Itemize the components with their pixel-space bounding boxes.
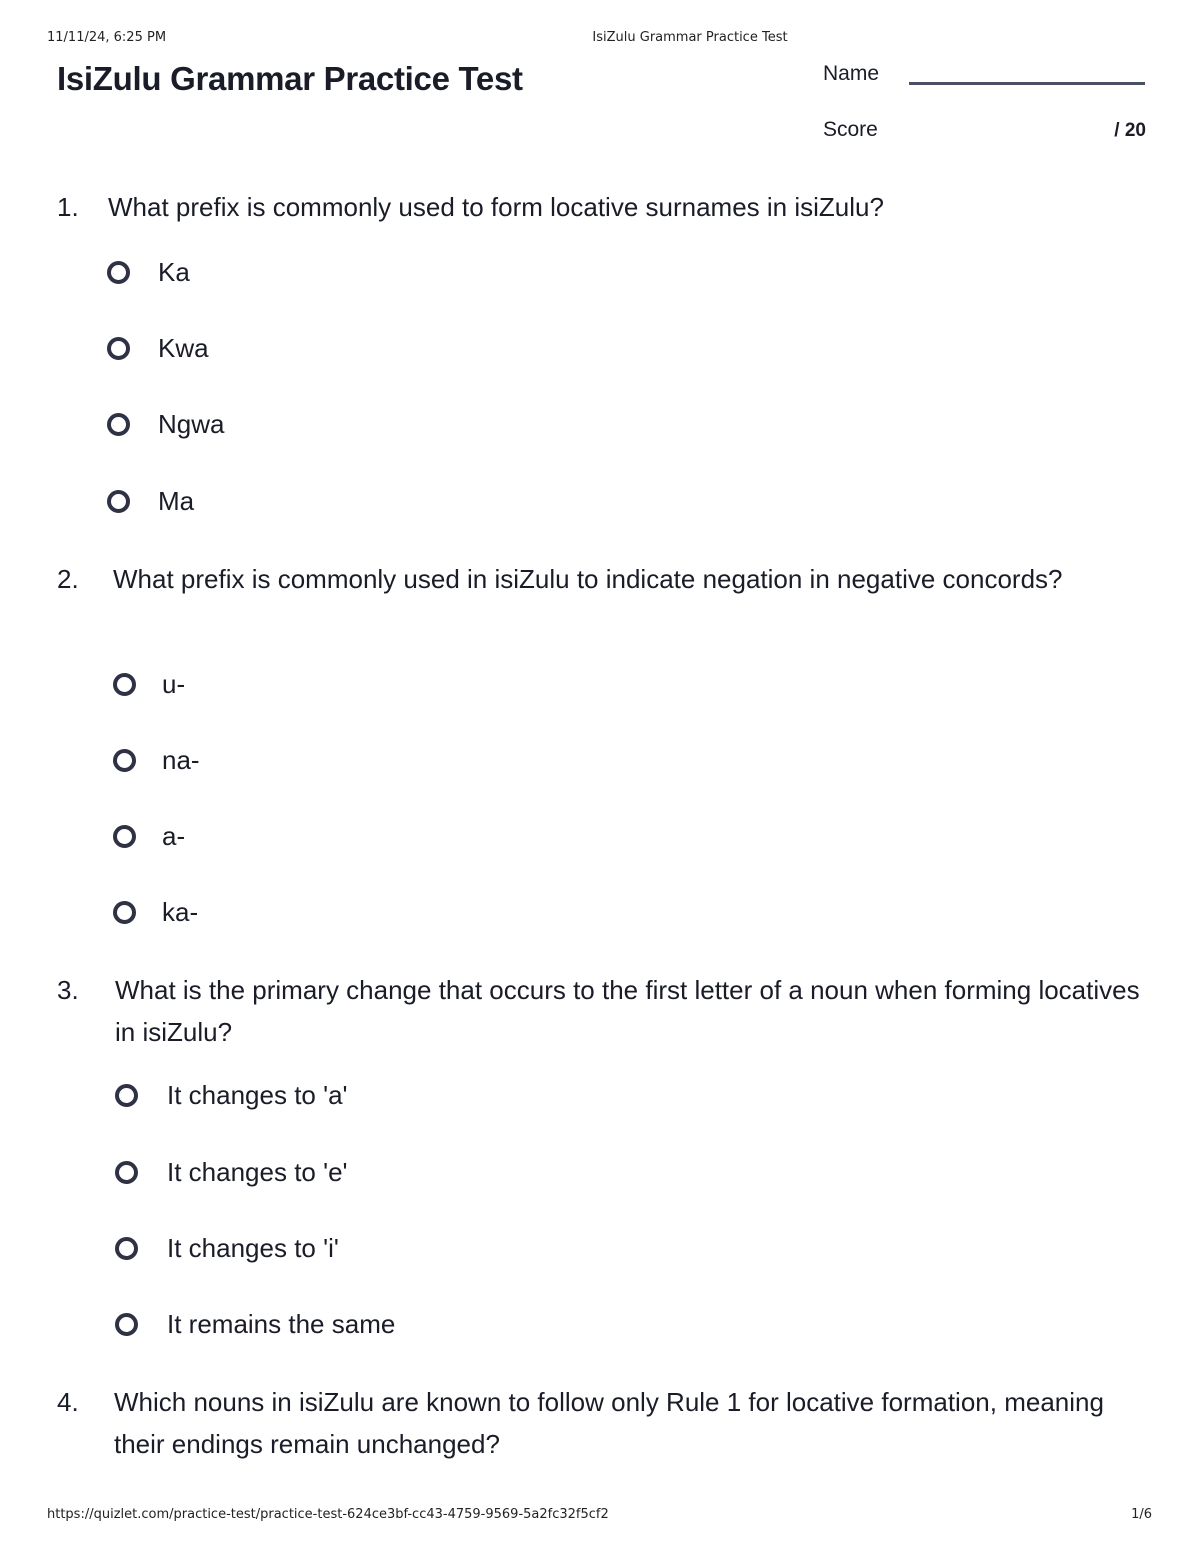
answer-option[interactable] bbox=[115, 1304, 395, 1344]
answer-option[interactable] bbox=[113, 664, 185, 704]
answer-option[interactable] bbox=[113, 892, 198, 932]
option-label: na- bbox=[162, 744, 200, 775]
option-label: Ma bbox=[158, 485, 195, 516]
option-label: ka- bbox=[162, 896, 199, 927]
answer-option[interactable] bbox=[107, 328, 209, 368]
radio-button-icon[interactable] bbox=[113, 749, 136, 772]
radio-button-icon[interactable] bbox=[113, 901, 136, 924]
question-text: Which nouns in isiZulu are known to follow only Rule 1 for locative formation, meaning their endings remain unchanged? bbox=[114, 1387, 1104, 1459]
radio-button-icon[interactable] bbox=[115, 1313, 138, 1336]
radio-button-icon[interactable] bbox=[113, 825, 136, 848]
answer-option[interactable] bbox=[107, 404, 224, 444]
question-number: 3. bbox=[57, 975, 79, 1005]
answer-option[interactable] bbox=[107, 252, 190, 292]
name-label: Name bbox=[823, 62, 880, 85]
answer-option[interactable] bbox=[113, 740, 200, 780]
option-label: Kwa bbox=[158, 332, 209, 363]
option-label: It changes to 'a' bbox=[167, 1079, 348, 1110]
radio-button-icon[interactable] bbox=[107, 261, 130, 284]
question-text: What is the primary change that occurs to the first letter of a noun when forming locatives in isiZulu? bbox=[115, 975, 1140, 1047]
question-text: What prefix is commonly used in isiZulu to indicate negation in negative concords? bbox=[113, 564, 1063, 594]
answer-option[interactable] bbox=[107, 481, 194, 521]
radio-button-icon[interactable] bbox=[107, 337, 130, 360]
answer-option[interactable] bbox=[115, 1228, 339, 1268]
question-text: What prefix is commonly used to form locative surnames in isiZulu? bbox=[108, 192, 884, 222]
radio-button-icon[interactable] bbox=[115, 1161, 138, 1184]
radio-button-icon[interactable] bbox=[113, 673, 136, 696]
name-field[interactable] bbox=[909, 82, 1145, 85]
answer-option[interactable] bbox=[115, 1075, 348, 1115]
print-doc-title: IsiZulu Grammar Practice Test bbox=[592, 30, 788, 45]
option-label: It changes to 'e' bbox=[167, 1156, 348, 1187]
print-url: https://quizlet.com/practice-test/practice-test-624ce3bf-cc43-4759-9569-5a2fc32f5cf2 bbox=[47, 1507, 609, 1522]
score-label: Score bbox=[823, 118, 878, 141]
radio-button-icon[interactable] bbox=[115, 1084, 138, 1107]
question-number: 1. bbox=[57, 192, 79, 222]
option-label: It changes to 'i' bbox=[167, 1232, 339, 1263]
page-title: IsiZulu Grammar Practice Test bbox=[57, 60, 523, 97]
option-label: Ngwa bbox=[158, 408, 225, 439]
option-label: u- bbox=[162, 668, 186, 699]
radio-button-icon[interactable] bbox=[115, 1237, 138, 1260]
print-date: 11/11/24, 6:25 PM bbox=[47, 30, 167, 45]
option-label: Ka bbox=[158, 256, 190, 287]
question-number: 4. bbox=[57, 1387, 79, 1417]
option-label: It remains the same bbox=[167, 1308, 396, 1339]
option-label: a- bbox=[162, 820, 186, 851]
radio-button-icon[interactable] bbox=[107, 413, 130, 436]
score-total: / 20 bbox=[1114, 120, 1146, 141]
radio-button-icon[interactable] bbox=[107, 490, 130, 513]
question-number: 2. bbox=[57, 564, 79, 594]
page-number: 1/6 bbox=[1131, 1507, 1152, 1522]
answer-option[interactable] bbox=[115, 1152, 348, 1192]
answer-option[interactable] bbox=[113, 816, 185, 856]
